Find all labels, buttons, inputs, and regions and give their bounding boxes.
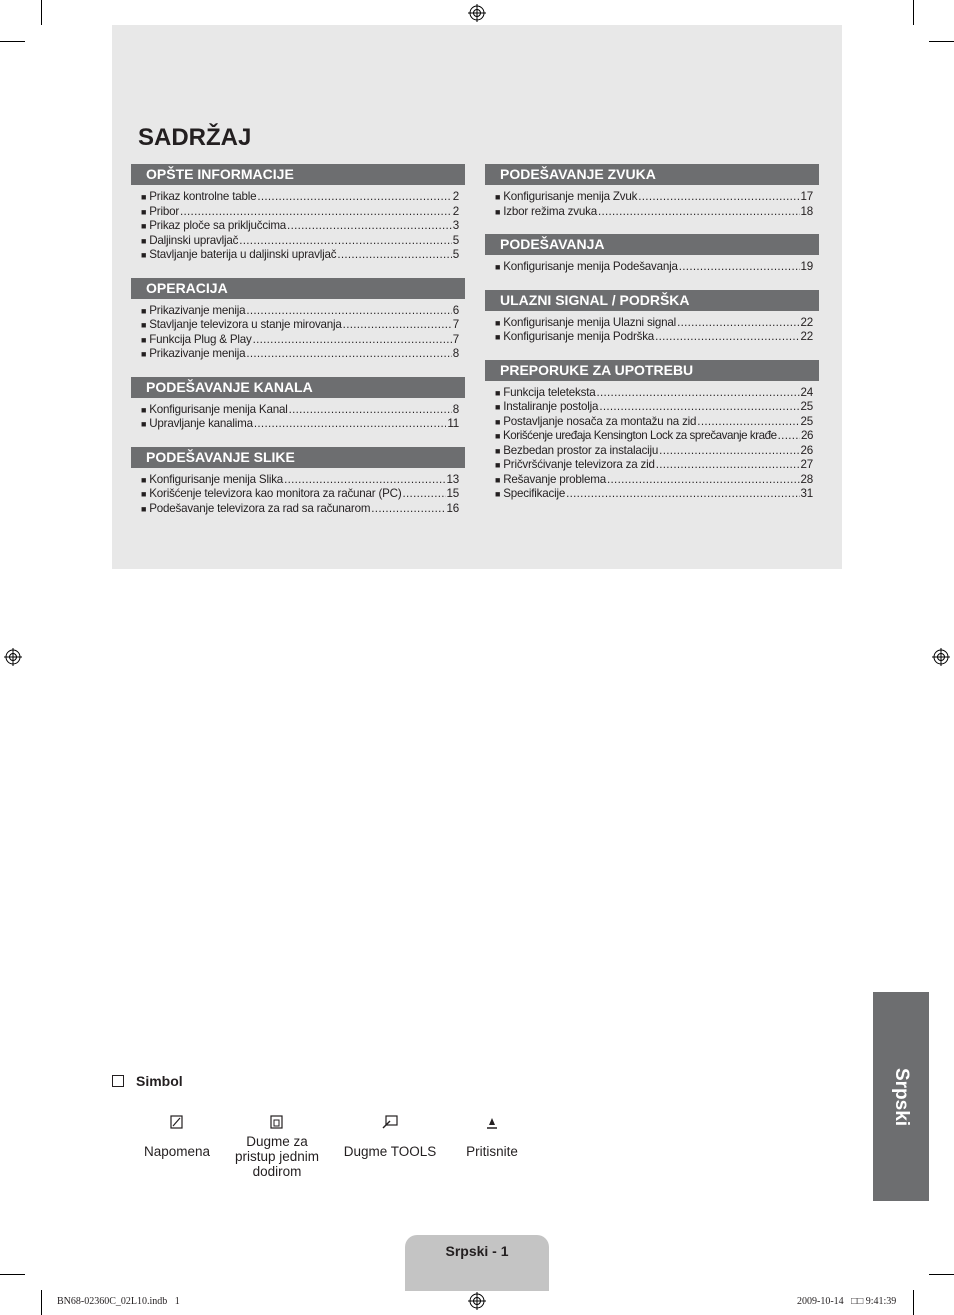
registration-mark-icon: [468, 1292, 486, 1310]
toc-column-right: [485, 164, 819, 517]
registration-mark-icon: [932, 648, 950, 666]
toc-entry[interactable]: ■ Funkcija teleteksta ..... 24: [495, 386, 813, 401]
toc-entry[interactable]: ■ Funkcija Plug & Play ..... 7: [141, 333, 459, 348]
toc-entry[interactable]: ■ Upravljanje kanalima ..... 11: [141, 417, 459, 432]
toc-entry[interactable]: ■ Konfigurisanje menija Podrška ..... 22: [495, 330, 813, 345]
toc-section: [485, 234, 819, 290]
toc-section: [131, 377, 465, 447]
section-heading: OPŠTE INFORMACIJE: [131, 164, 465, 185]
toc-entry[interactable]: ■ Stavljanje baterija u daljinski upravljač ..... 5: [141, 248, 459, 263]
section-heading: PODEŠAVANJA: [485, 234, 819, 255]
section-heading: PODEŠAVANJE ZVUKA: [485, 164, 819, 185]
checkbox-bullet-icon: [112, 1075, 124, 1087]
toc-entry[interactable]: ■ Instaliranje postolja ..... 25: [495, 400, 813, 415]
toc-entry[interactable]: ■ Prikazivanje menija ..... 6: [141, 304, 459, 319]
toc-entry[interactable]: ■ Rešavanje problema ..... 28: [495, 473, 813, 488]
crop-mark: [913, 1290, 914, 1315]
toc-entry[interactable]: ■ Podešavanje televizora za rad sa računarom ..... 16: [141, 502, 459, 517]
section-heading: PODEŠAVANJE KANALA: [131, 377, 465, 398]
toc-entry[interactable]: ■ Prikaz kontrolne table ..... 2: [141, 190, 459, 205]
section-heading: OPERACIJA: [131, 278, 465, 299]
symbol-item: Dugme TOOLS: [340, 1114, 440, 1159]
toc-entry[interactable]: ■ Korišćenje televizora kao monitora za računar (PC) ..... 15: [141, 487, 459, 502]
toc-entry[interactable]: ■ Izbor režima zvuka ..... 18: [495, 205, 813, 220]
crop-mark: [41, 0, 42, 25]
crop-mark: [0, 41, 25, 42]
symbol-heading: Simbol: [112, 1073, 183, 1089]
toc-entry[interactable]: ■ Konfigurisanje menija Podešavanja ..... 19: [495, 260, 813, 275]
tools-icon: [340, 1114, 440, 1134]
toc-entry[interactable]: ■ Korišćenje uređaja Kensington Lock za sprečavanje krađe ..... 26: [495, 429, 813, 444]
toc-section: [485, 164, 819, 234]
toc-entry[interactable]: ■ Konfigurisanje menija Kanal ..... 8: [141, 403, 459, 418]
toc-column-left: [131, 164, 465, 531]
page-number-tab: [405, 1235, 549, 1291]
toc-entry[interactable]: ■ Specifikacije ..... 31: [495, 487, 813, 502]
section-heading: PREPORUKE ZA UPOTREBU: [485, 360, 819, 381]
language-tab: [873, 992, 929, 1201]
language-tab-label: Srpski: [891, 1067, 912, 1126]
toc-entry[interactable]: ■ Bezbedan prostor za instalaciju ..... 26: [495, 444, 813, 459]
crop-mark: [929, 41, 954, 42]
print-slug-datetime: 2009-10-14 □□ 9:41:39: [797, 1296, 897, 1307]
press-icon: [452, 1114, 532, 1134]
symbol-item: Pritisnite: [452, 1114, 532, 1159]
toc-entry[interactable]: ■ Konfigurisanje menija Zvuk ..... 17: [495, 190, 813, 205]
toc-entry[interactable]: ■ Konfigurisanje menija Ulazni signal ..... 22: [495, 316, 813, 331]
toc-entry[interactable]: ■ Pričvršćivanje televizora za zid ..... 27: [495, 458, 813, 473]
symbol-item: Napomena: [137, 1114, 217, 1159]
toc-entry[interactable]: ■ Prikazivanje menija ..... 8: [141, 347, 459, 362]
crop-mark: [913, 0, 914, 25]
toc-section: [131, 164, 465, 278]
toc-entry[interactable]: ■ Postavljanje nosača za montažu na zid ..... 25: [495, 415, 813, 430]
toc-entry[interactable]: ■ Daljinski upravljač ..... 5: [141, 234, 459, 249]
toc-entry[interactable]: ■ Prikaz ploče sa priključcima ..... 3: [141, 219, 459, 234]
page-number: Srpski - 1: [445, 1243, 509, 1259]
note-icon: [137, 1114, 217, 1134]
registration-mark-icon: [468, 4, 486, 22]
section-heading: PODEŠAVANJE SLIKE: [131, 447, 465, 468]
page-title: SADRŽAJ: [138, 124, 252, 151]
toc-entry[interactable]: ■ Stavljanje televizora u stanje mirovanja ..... 7: [141, 318, 459, 333]
crop-mark: [929, 1274, 954, 1275]
toc-entry[interactable]: ■ Konfigurisanje menija Slika ..... 13: [141, 473, 459, 488]
one-touch-icon: [227, 1114, 327, 1134]
crop-mark: [0, 1274, 25, 1275]
crop-mark: [41, 1290, 42, 1315]
toc-section: [485, 290, 819, 360]
registration-mark-icon: [4, 648, 22, 666]
toc-entry[interactable]: ■ Pribor ..... 2: [141, 205, 459, 220]
print-slug-file: BN68-02360C_02L10.indb 1: [57, 1296, 180, 1307]
section-heading: ULAZNI SIGNAL / PODRŠKA: [485, 290, 819, 311]
toc-section: [131, 278, 465, 377]
symbol-item: Dugme za pristup jednim dodirom: [227, 1114, 327, 1179]
toc-section: [131, 447, 465, 532]
toc-section: [485, 360, 819, 517]
